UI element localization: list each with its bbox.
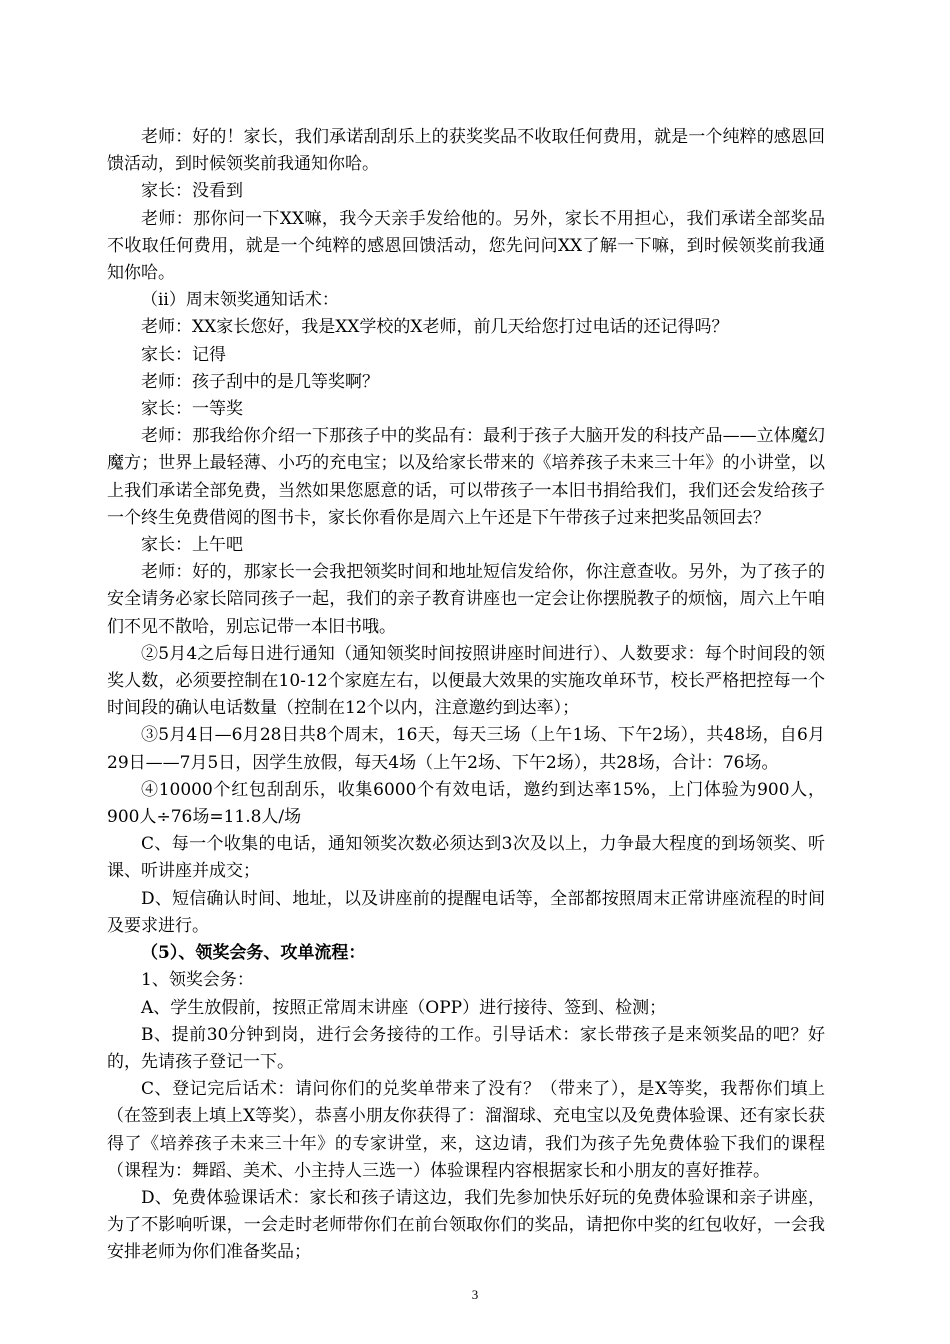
paragraph: 家长：上午吧: [141, 535, 243, 556]
paragraph: 老师：那我给你介绍一下那孩子中的奖品有：最利于孩子大脑开发的科技产品——立体魔幻魔方；世界上最轻薄、小巧的充电宝；以及给家长带来的《培养孩子未来三十年》的小讲堂，以上我们承诺全部免费，当然如果您愿意的话，可以带孩子一本旧书捐给我们，我们还会发给孩子一个终生免费借阅的图书卡，家长你看你是周六上午还是下午带孩子过来把奖品领回去？: [107, 426, 825, 528]
page-number: 3: [471, 1287, 479, 1302]
paragraph: D、短信确认时间、地址，以及讲座前的提醒电话等，全部都按照周末正常讲座流程的时间及要求进行。: [107, 888, 825, 936]
paragraph: 老师：好的！家长，我们承诺刮刮乐上的获奖奖品不收取任何费用，就是一个纯粹的感恩回馈活动，到时候领奖前我通知你哈。: [107, 127, 825, 175]
paragraph: 家长：记得: [141, 344, 226, 365]
paragraph: 1、领奖会务：: [141, 970, 254, 991]
paragraph: 老师：XX家长您好，我是XX学校的X老师，前几天给您打过电话的还记得吗？: [141, 317, 729, 338]
paragraph: 老师：那你问一下XX嘛，我今天亲手发给他的。另外，家长不用担心，我们承诺全部奖品不收取任何费用，就是一个纯粹的感恩回馈活动，您先问问XX了解一下嘛，到时候领奖前我通知你哈。: [107, 208, 825, 284]
paragraph: （ii）周末领奖通知话术：: [141, 290, 339, 311]
document-body: [107, 124, 825, 1267]
section-heading: （5）、领奖会务、攻单流程：: [141, 943, 366, 964]
paragraph: ④10000个红包刮刮乐，收集6000个有效电话，邀约到达率15%，上门体验为900人，900人÷76场=11.8人/场: [107, 779, 825, 828]
paragraph: D、免费体验课话术：家长和孩子请这边，我们先参加快乐好玩的免费体验课和亲子讲座，为了不影响听课，一会走时老师带你们在前台领取你们的奖品，请把你中奖的红包收好，一会我安排老师为你们准备奖品；: [107, 1187, 825, 1263]
paragraph: 家长：没看到: [141, 181, 243, 202]
paragraph: ②5月4之后每日进行通知（通知领奖时间按照讲座时间进行）、人数要求：每个时间段的领奖人数，必须要控制在10-12个家庭左右，以便最大效果的实施攻单环节，校长严格把控每一个时间段的确认电话数量（控制在12个以内，注意邀约到达率）；: [107, 643, 825, 719]
paragraph: ③5月4日—6月28日共8个周末，16天，每天三场（上午1场、下午2场），共48场，自6月29日——7月5日，因学生放假，每天4场（上午2场、下午2场），共28场，合计：76场。: [107, 725, 825, 773]
paragraph: 老师：好的，那家长一会我把领奖时间和地址短信发给你，你注意查收。另外，为了孩子的安全请务必家长陪同孩子一起，我们的亲子教育讲座也一定会让你摆脱教子的烦恼，周六上午咱们不见不散哈，别忘记带一本旧书哦。: [107, 562, 825, 637]
paragraph: C、登记完后话术：请问你们的兑奖单带来了没有？（带来了），是X等奖，我帮你们填上（在签到表上填上X等奖），恭喜小朋友你获得了：溜溜球、充电宝以及免费体验课、还有家长获得了《培养孩子未来三十年》的专家讲堂，来，这边请，我们为孩子先免费体验下我们的课程（课程为：舞蹈、美术、小主持人三选一）体验课程内容根据家长和小朋友的喜好推荐。: [107, 1079, 825, 1181]
paragraph: 老师：孩子刮中的是几等奖啊？: [141, 371, 379, 392]
paragraph: 家长：一等奖: [141, 399, 243, 420]
paragraph: A、学生放假前，按照正常周末讲座（OPP）进行接待、签到、检测；: [141, 997, 667, 1018]
paragraph: C、每一个收集的电话，通知领奖次数必须达到3次及以上，力争最大程度的到场领奖、听课、听讲座并成交；: [107, 834, 825, 882]
paragraph: B、提前30分钟到岗，进行会务接待的工作。引导话术：家长带孩子是来领奖品的吧？好的，先请孩子登记一下。: [107, 1024, 825, 1072]
